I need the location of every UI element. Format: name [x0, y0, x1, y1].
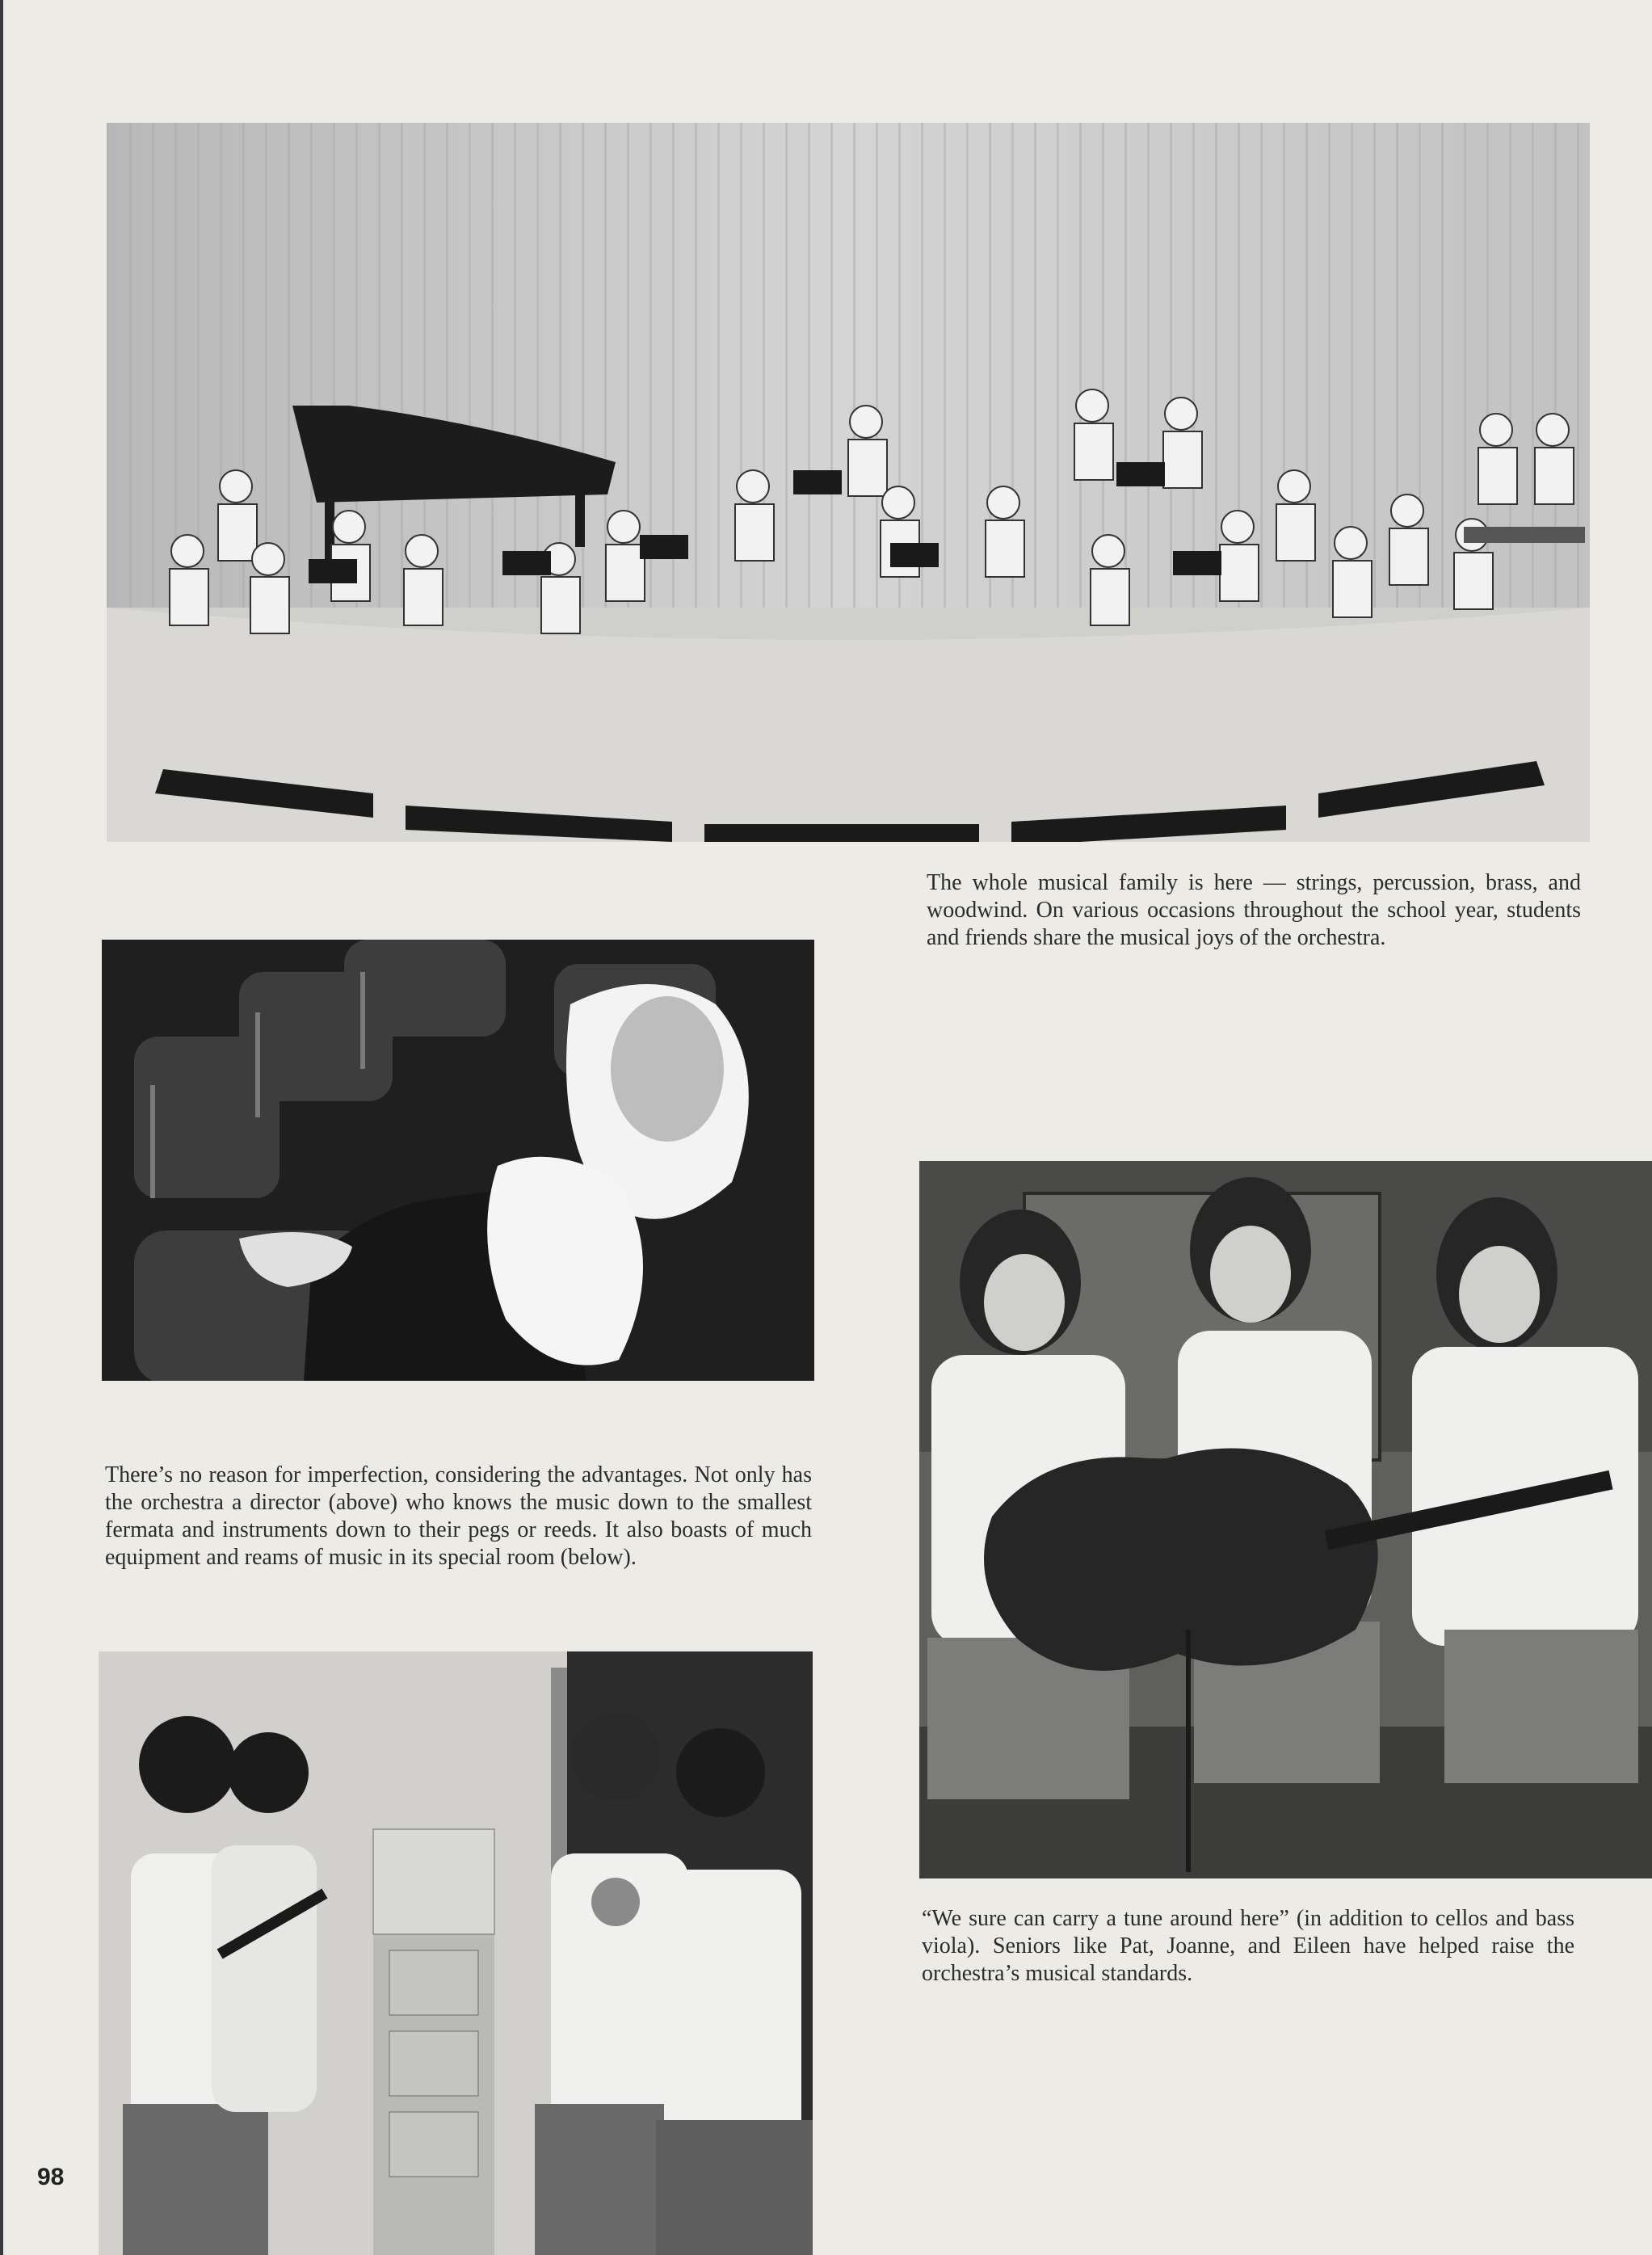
page-number: 98: [37, 2164, 65, 2190]
director-caption-text: There’s no reason for imperfection, considering the advantages. Not only has the orchestra a director (above) who knows the music down to the smallest fermata and instruments down to their pegs or reeds. It also boasts of much equipment and reams of music in its special room (below).: [105, 1462, 812, 1570]
director-caption: [105, 1462, 812, 1571]
music-room-photo: [99, 1651, 813, 2255]
orchestra-caption-text: The whole musical family is here — strings, percussion, brass, and woodwind. On various occasions throughout the school year, students and friends share the musical joys of the orchestra.: [927, 870, 1581, 950]
seniors-caption: [922, 1905, 1574, 1988]
seniors-photo: [919, 1161, 1652, 1878]
page-edge: [0, 0, 3, 2255]
director-photo: [102, 940, 814, 1381]
orchestra-photo: [107, 123, 1590, 842]
orchestra-caption: [927, 869, 1581, 952]
seniors-caption-text: “We sure can carry a tune around here” (in addition to cellos and bass viola). Seniors like Pat, Joanne, and Eileen have helped raise the orchestra’s musical standards.: [922, 1906, 1574, 1986]
